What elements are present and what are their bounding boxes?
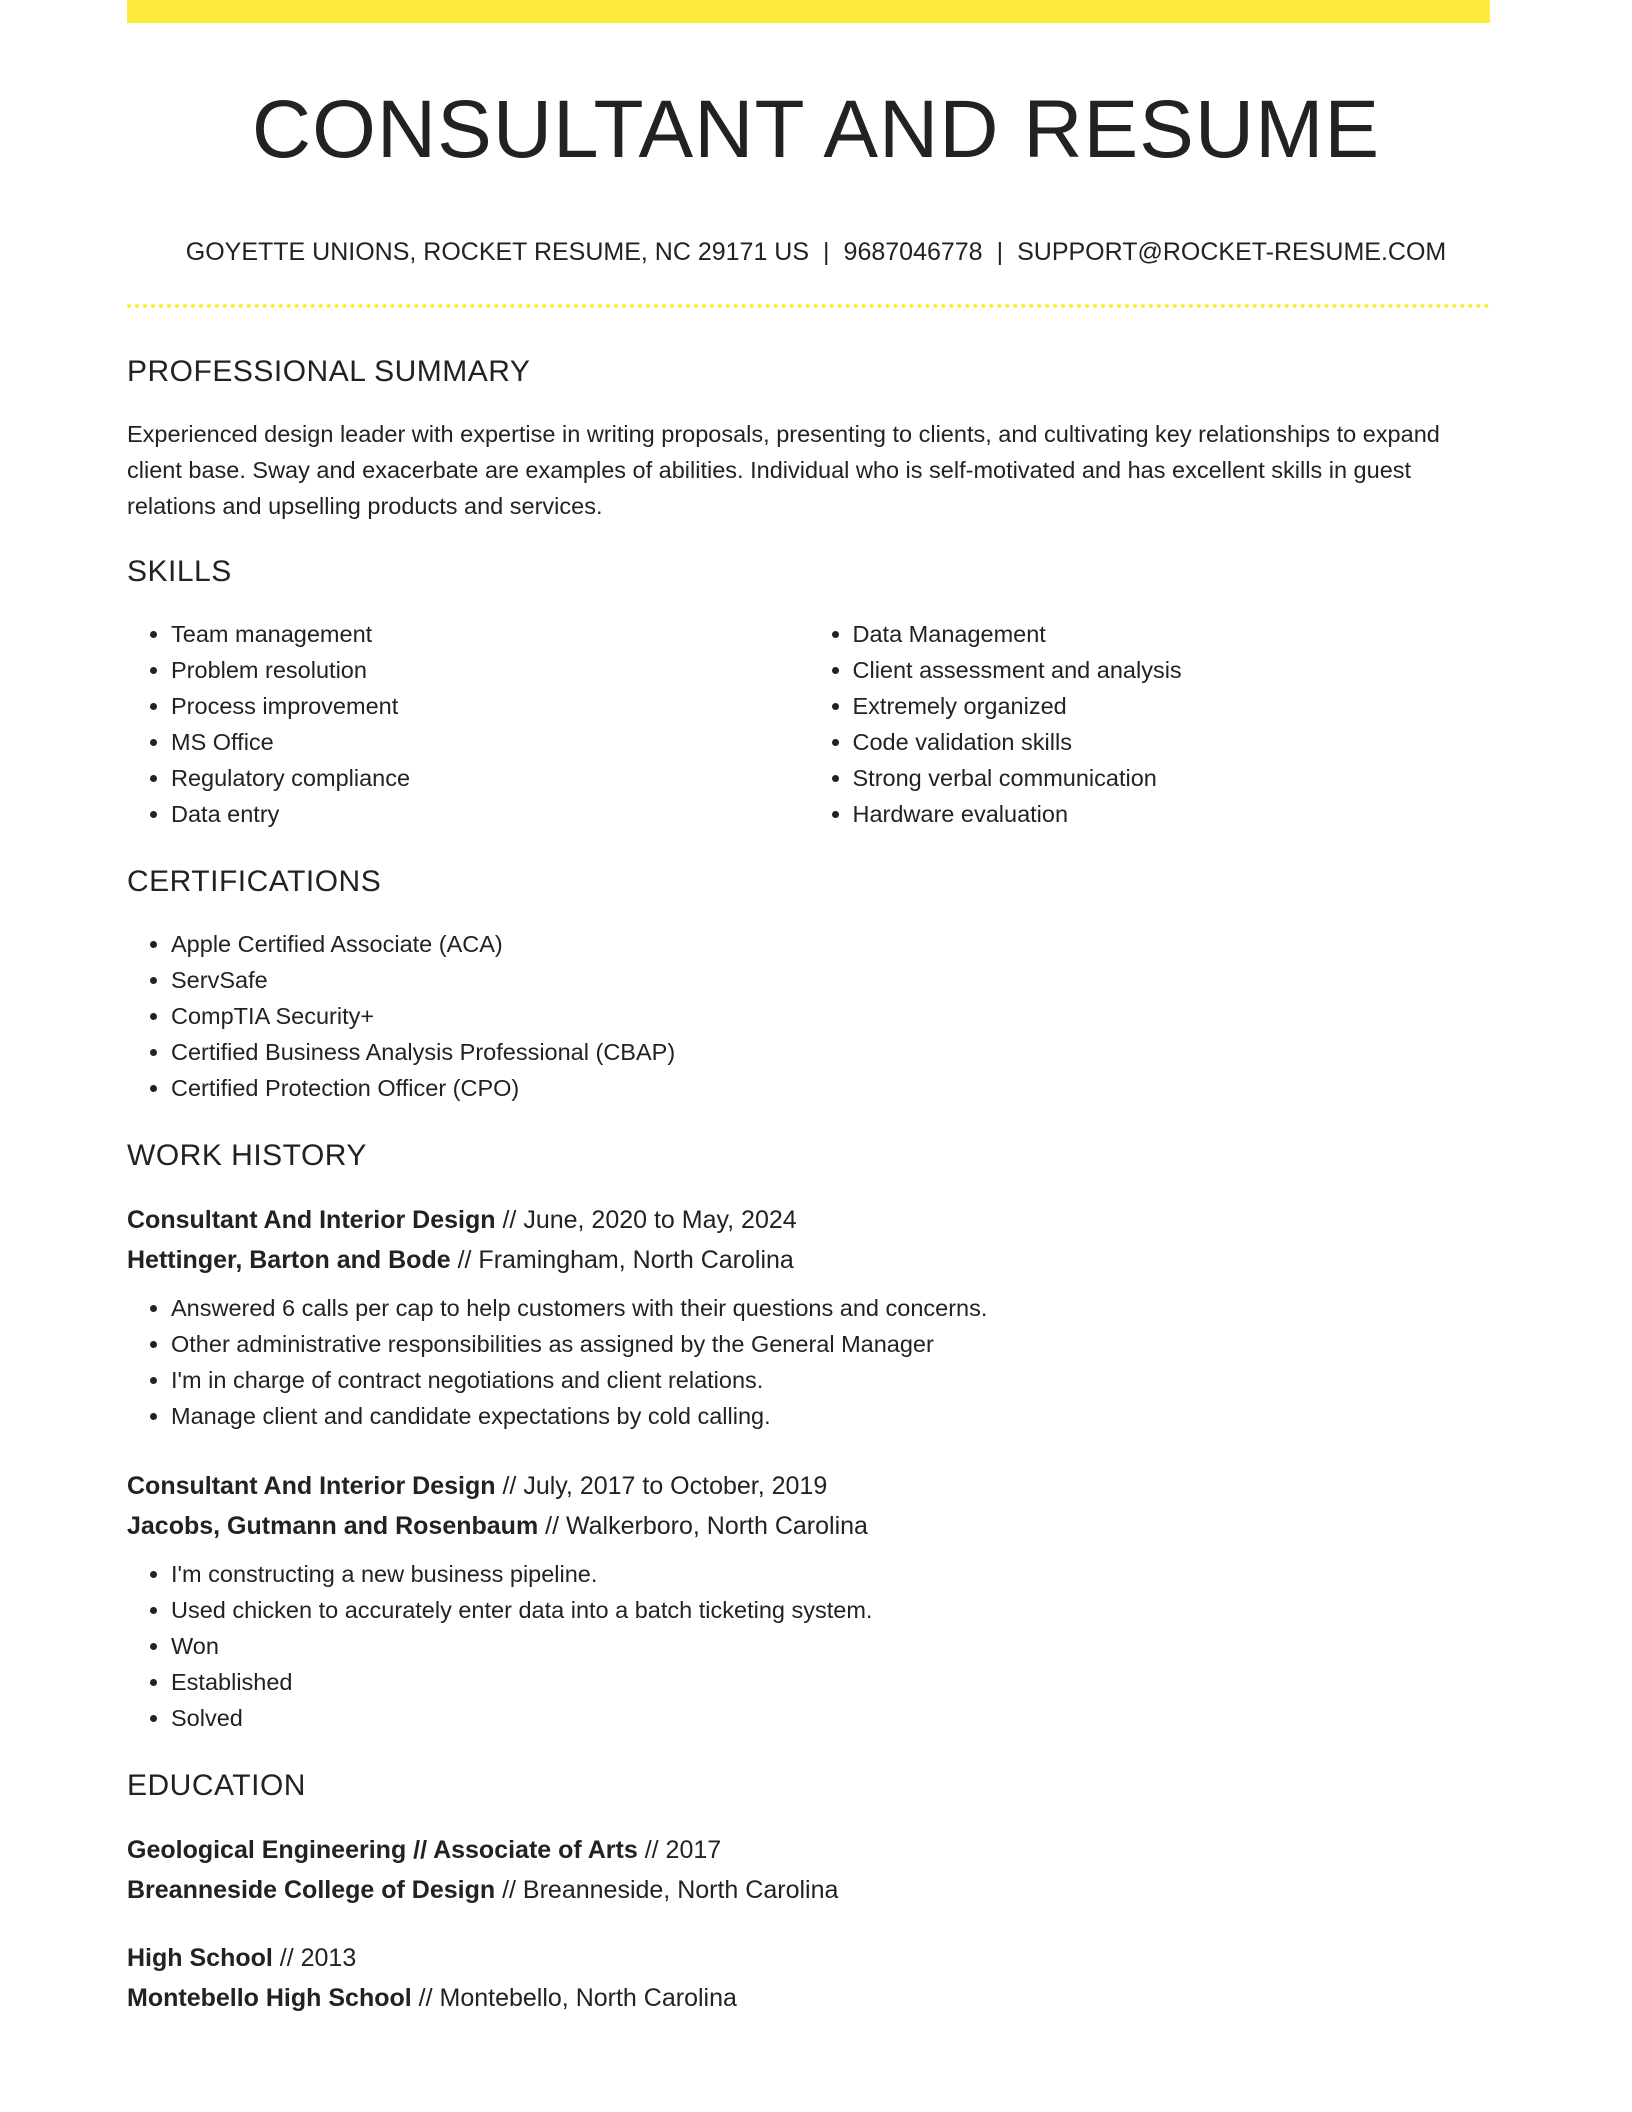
skill-item: • Client assessment and analysis (853, 652, 1491, 688)
job-company: Jacobs, Gutmann and Rosenbaum (127, 1512, 539, 1540)
education-degree-line (127, 1938, 1490, 1978)
education-location: // Montebello, North Carolina (418, 1984, 737, 2012)
skill-item: • Extremely organized (853, 688, 1491, 724)
skill-item: • Data Management (853, 616, 1491, 652)
certification-item: • ServSafe (171, 962, 1490, 998)
skills-right-list (809, 616, 1491, 832)
job-bullet: • Used chicken to accurately enter data into a batch ticketing system. (171, 1592, 1490, 1628)
education-entry (127, 1938, 1490, 2018)
education-school: Breanneside College of Design (127, 1876, 496, 1904)
job-bullet: • Other administrative responsibilities as assigned by the General Manager (171, 1326, 1490, 1362)
skill-item: • Data entry (171, 796, 809, 832)
contact-phone: 9687046778 (843, 238, 983, 266)
summary-heading: PROFESSIONAL SUMMARY (127, 355, 531, 388)
contact-separator: | (823, 238, 830, 266)
skills-left-list (127, 616, 809, 832)
education-degree: Geological Engineering // Associate of Arts (127, 1836, 638, 1864)
education-year: // 2013 (279, 1944, 357, 1972)
job-title-line (127, 1200, 1490, 1240)
skill-item: • Strong verbal communication (853, 760, 1491, 796)
job-company-line (127, 1506, 1490, 1546)
job-entry (127, 1466, 1490, 1736)
certification-item: • Certified Protection Officer (CPO) (171, 1070, 1490, 1106)
job-dates: // June, 2020 to May, 2024 (502, 1206, 797, 1234)
job-bullets (127, 1290, 1490, 1434)
certifications-list (127, 926, 1490, 1106)
job-company-line (127, 1240, 1490, 1280)
job-role: Consultant And Interior Design (127, 1472, 496, 1500)
job-bullet: • Established (171, 1664, 1490, 1700)
contact-address: GOYETTE UNIONS, ROCKET RESUME, NC 29171 US (185, 238, 810, 266)
accent-bar (127, 0, 1490, 23)
job-bullet: • Answered 6 calls per cap to help customers with their questions and concerns. (171, 1290, 1490, 1326)
certification-item: • Certified Business Analysis Professional (CBAP) (171, 1034, 1490, 1070)
job-bullet: • I'm constructing a new business pipeline. (171, 1556, 1490, 1592)
education-entry (127, 1830, 1490, 1910)
certifications-heading: CERTIFICATIONS (127, 865, 382, 898)
certification-item: • CompTIA Security+ (171, 998, 1490, 1034)
work-history-heading: WORK HISTORY (127, 1139, 367, 1172)
contact-separator: | (996, 238, 1004, 266)
contact-line (0, 236, 1632, 268)
resume-content (127, 350, 1490, 2046)
contact-email: SUPPORT@ROCKET-RESUME.COM (1017, 238, 1447, 266)
job-role: Consultant And Interior Design (127, 1206, 496, 1234)
job-title-line (127, 1466, 1490, 1506)
skills-heading: SKILLS (127, 555, 232, 588)
job-bullet: • I'm in charge of contract negotiations and client relations. (171, 1362, 1490, 1398)
job-dates: // July, 2017 to October, 2019 (502, 1472, 828, 1500)
job-entry (127, 1200, 1490, 1434)
job-location: // Framingham, North Carolina (457, 1246, 794, 1274)
skill-item: • Process improvement (171, 688, 809, 724)
skills-grid (127, 616, 1490, 832)
education-school-line (127, 1870, 1490, 1910)
dotted-divider (127, 304, 1490, 308)
education-degree-line (127, 1830, 1490, 1870)
skill-item: • Regulatory compliance (171, 760, 809, 796)
skill-item: • MS Office (171, 724, 809, 760)
resume-name: CONSULTANT AND RESUME (251, 84, 1381, 175)
education-school-line (127, 1978, 1490, 2018)
job-company: Hettinger, Barton and Bode (127, 1246, 451, 1274)
skill-item: • Hardware evaluation (853, 796, 1491, 832)
education-degree: High School (127, 1944, 273, 1972)
job-bullet: • Won (171, 1628, 1490, 1664)
summary-text: Experienced design leader with expertise in writing proposals, presenting to clients, and cultivating key relationships to expand client base. Sway and exacerbate are examples of abilities. Individual who is self-motivated and has excellent skills in guest relations and upselling products and services. (127, 421, 1440, 519)
education-heading: EDUCATION (127, 1769, 306, 1802)
education-year: // 2017 (644, 1836, 722, 1864)
skill-item: • Team management (171, 616, 809, 652)
skill-item: • Problem resolution (171, 652, 809, 688)
education-school: Montebello High School (127, 1984, 412, 2012)
job-location: // Walkerboro, North Carolina (545, 1512, 868, 1540)
education-location: // Breanneside, North Carolina (502, 1876, 839, 1904)
job-bullet: • Solved (171, 1700, 1490, 1736)
skill-item: • Code validation skills (853, 724, 1491, 760)
job-bullet: • Manage client and candidate expectations by cold calling. (171, 1398, 1490, 1434)
job-bullets (127, 1556, 1490, 1736)
certification-item: • Apple Certified Associate (ACA) (171, 926, 1490, 962)
